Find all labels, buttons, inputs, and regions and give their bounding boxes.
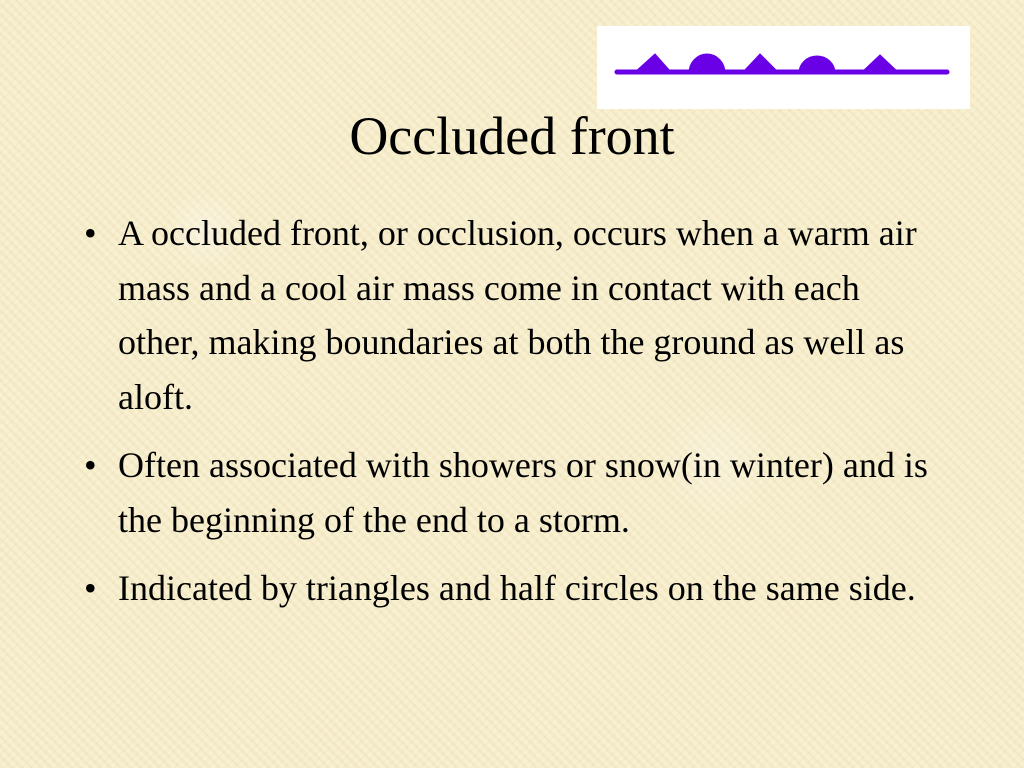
bullet-list [80, 206, 940, 630]
occluded-front-icon [597, 26, 970, 109]
slide-title: Occluded front [349, 106, 675, 166]
bullet-text: A occluded front, or occlusion, occurs when a warm air mass and a cool air mass come in contact with each other, making boundaries at both the ground as well as aloft. [118, 213, 917, 417]
occluded-front-symbol-image [597, 26, 970, 109]
bullet-item [80, 561, 940, 616]
bullet-glyph: • [84, 213, 97, 253]
bullet-item [80, 206, 940, 424]
bullet-text: Often associated with showers or snow(in winter) and is the beginning of the end to a storm. [118, 445, 928, 540]
bullet-glyph: • [84, 568, 97, 608]
bullet-text: Indicated by triangles and half circles on the same side. [118, 568, 916, 608]
bullet-item [80, 438, 940, 547]
bullet-glyph: • [84, 445, 97, 485]
